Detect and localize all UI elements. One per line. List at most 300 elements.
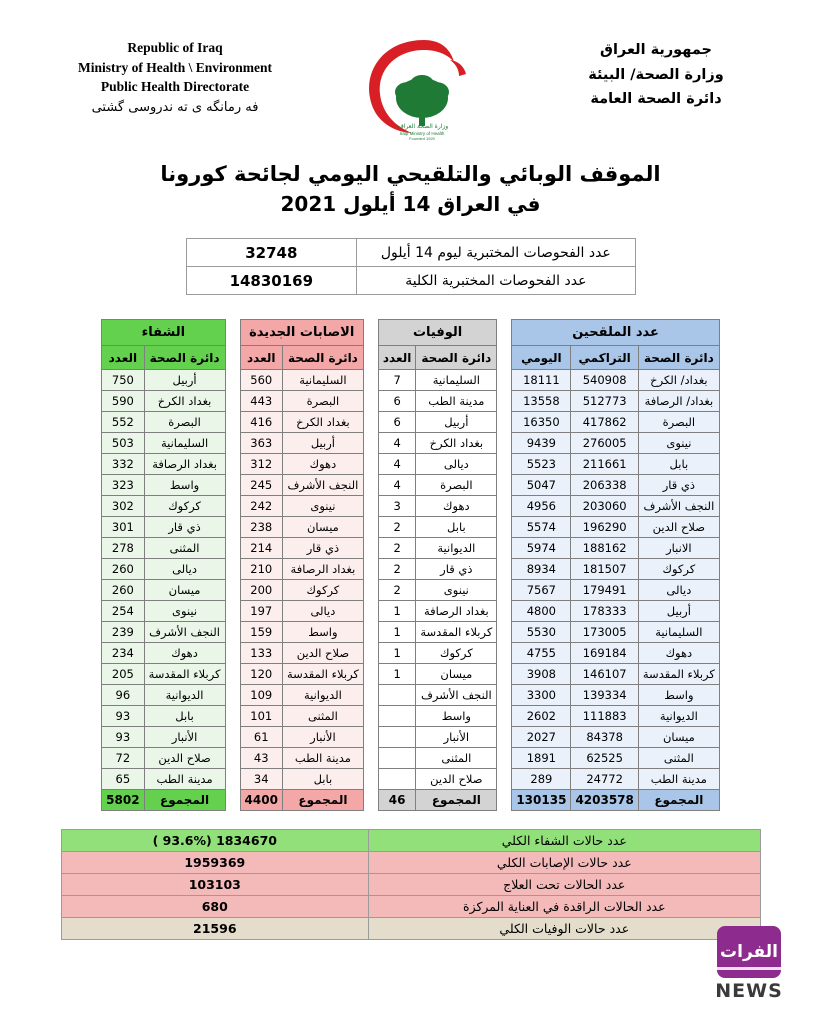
header-ar-line-2: وزارة الصحة/ البيئة	[588, 66, 724, 83]
cell-name: بغداد الرصافة	[416, 601, 497, 622]
table-row	[378, 517, 496, 538]
cell-count: 260	[102, 580, 144, 601]
table-row	[240, 412, 363, 433]
table-row	[378, 601, 496, 622]
table-header-row	[512, 320, 720, 346]
cell-count: 278	[102, 538, 144, 559]
header-arabic-block	[531, 30, 781, 112]
cell-count	[378, 748, 415, 769]
table-row	[102, 748, 225, 769]
cell-name: نينوى	[282, 496, 363, 517]
cell-count: 2	[378, 580, 415, 601]
table-row	[378, 433, 496, 454]
cell-name: البصرة	[282, 391, 363, 412]
cell-count: 61	[240, 727, 282, 748]
tests-daily-value: 32748	[186, 239, 357, 267]
cell-name: النجف الأشرف	[282, 475, 363, 496]
table-row	[378, 622, 496, 643]
table-row	[102, 370, 225, 391]
cell-name: ديالى	[638, 580, 719, 601]
table-row	[512, 664, 720, 685]
table-row	[378, 769, 496, 790]
cell-name: أربيل	[144, 370, 225, 391]
deaths-group-header: الوفيات	[378, 320, 496, 346]
cell-name: الديوانية	[144, 685, 225, 706]
cell-cumulative: 540908	[571, 370, 638, 391]
table-header-row	[102, 320, 225, 346]
cell-name: أربيل	[638, 601, 719, 622]
vaccinated-group-header: عدد الملقحين	[512, 320, 720, 346]
table-row	[61, 830, 760, 852]
vaccinated-column	[511, 319, 720, 811]
cell-daily: 4800	[512, 601, 571, 622]
cell-cumulative: 206338	[571, 475, 638, 496]
table-row	[378, 538, 496, 559]
cell-name: بغداد الرصافة	[282, 559, 363, 580]
cell-daily: 9439	[512, 433, 571, 454]
cell-name: الأنبار	[144, 727, 225, 748]
cell-count: 750	[102, 370, 144, 391]
cell-name: واسط	[416, 706, 497, 727]
channel-news-label: NEWS	[715, 980, 783, 1002]
cell-name: دهوك	[144, 643, 225, 664]
document-header	[0, 0, 821, 140]
cell-count: 590	[102, 391, 144, 412]
cell-daily: 13558	[512, 391, 571, 412]
cell-name: نينوى	[416, 580, 497, 601]
cell-daily: 7567	[512, 580, 571, 601]
cell-name: بغداد الكرخ	[282, 412, 363, 433]
cell-count: 234	[102, 643, 144, 664]
table-row	[240, 685, 363, 706]
cell-name: السليمانية	[416, 370, 497, 391]
header-english-block	[40, 30, 310, 118]
cell-name: صلاح الدين	[144, 748, 225, 769]
cell-name: بابل	[282, 769, 363, 790]
table-row	[102, 664, 225, 685]
table-row	[240, 601, 363, 622]
ministry-logo	[346, 30, 496, 140]
table-row	[240, 748, 363, 769]
deaths-total-label: المجموع	[416, 790, 497, 811]
cell-name: كركوك	[282, 580, 363, 601]
table-row	[240, 706, 363, 727]
channel-logo-icon	[717, 926, 781, 978]
cell-name: كربلاء المقدسة	[638, 664, 719, 685]
cell-count: 2	[378, 538, 415, 559]
table-row	[186, 239, 635, 267]
table-row	[240, 643, 363, 664]
cell-name: بغداد الكرخ	[144, 391, 225, 412]
channel-logo-text: الفرات	[720, 941, 778, 962]
table-row	[102, 769, 225, 790]
table-subheader-row	[240, 346, 363, 370]
cell-name: الديوانية	[638, 706, 719, 727]
table-row	[240, 496, 363, 517]
summary-label-recovered-total: عدد حالات الشفاء الكلي	[369, 830, 760, 852]
new-cases-total-value: 4400	[240, 790, 282, 811]
cell-name: بغداد الكرخ	[416, 433, 497, 454]
table-total-row	[240, 790, 363, 811]
cell-daily: 5047	[512, 475, 571, 496]
table-row	[512, 727, 720, 748]
summary-label-cases-total: عدد حالات الإصابات الكلي	[369, 852, 760, 874]
header-ar-line-1: جمهورية العراق	[599, 42, 713, 58]
cell-count: 72	[102, 748, 144, 769]
page-title	[0, 162, 821, 216]
summary-label-deaths-total: عدد حالات الوفيات الكلي	[369, 918, 760, 940]
cell-name: ذي قار	[282, 538, 363, 559]
cell-count: 323	[102, 475, 144, 496]
table-header-row	[240, 320, 363, 346]
cell-name: الديوانية	[416, 538, 497, 559]
cell-name: البصرة	[638, 412, 719, 433]
table-row	[240, 559, 363, 580]
table-row	[102, 517, 225, 538]
cell-name: الأنبار	[282, 727, 363, 748]
vaccinated-col-daily: اليومي	[512, 346, 571, 370]
cell-count: 1	[378, 601, 415, 622]
cell-count: 93	[102, 727, 144, 748]
table-row	[378, 580, 496, 601]
recovered-total-label: المجموع	[144, 790, 225, 811]
table-total-row	[102, 790, 225, 811]
deaths-table	[378, 319, 497, 811]
table-row	[102, 580, 225, 601]
table-row	[102, 559, 225, 580]
cell-name: ذي قار	[144, 517, 225, 538]
table-row	[512, 580, 720, 601]
table-row	[61, 918, 760, 940]
table-row	[240, 391, 363, 412]
table-row	[512, 370, 720, 391]
cell-count	[378, 685, 415, 706]
svg-text:وزارة الصحة العراقية: وزارة الصحة العراقية	[395, 123, 448, 130]
cell-name: ديالى	[282, 601, 363, 622]
table-row	[61, 874, 760, 896]
table-row	[378, 748, 496, 769]
cell-count: 133	[240, 643, 282, 664]
cell-name: صلاح الدين	[282, 643, 363, 664]
cell-cumulative: 188162	[571, 538, 638, 559]
cell-name: مدينة الطب	[416, 391, 497, 412]
table-row	[102, 622, 225, 643]
header-en-line-3: Public Health Directorate	[100, 79, 250, 95]
cell-name: النجف الأشرف	[144, 622, 225, 643]
vaccinated-total-daily: 130135	[512, 790, 571, 811]
cell-name: ميسان	[282, 517, 363, 538]
table-row	[240, 769, 363, 790]
cell-name: صلاح الدين	[638, 517, 719, 538]
cell-cumulative: 146107	[571, 664, 638, 685]
cell-name: بغداد/ الرصافة	[638, 391, 719, 412]
cell-count: 560	[240, 370, 282, 391]
cell-count: 363	[240, 433, 282, 454]
table-row	[512, 706, 720, 727]
summary-value-icu: 680	[61, 896, 369, 918]
table-row	[102, 454, 225, 475]
recovered-col-count: العدد	[102, 346, 144, 370]
cell-count: 93	[102, 706, 144, 727]
table-row	[378, 496, 496, 517]
cell-count: 4	[378, 454, 415, 475]
summary-value-cases-total: 1959369	[61, 852, 369, 874]
cell-name: ديالى	[416, 454, 497, 475]
table-row	[240, 727, 363, 748]
cell-name: نينوى	[638, 433, 719, 454]
cell-name: السليمانية	[144, 433, 225, 454]
cell-count: 205	[102, 664, 144, 685]
governorate-tables	[0, 319, 821, 811]
cell-count: 302	[102, 496, 144, 517]
cell-cumulative: 173005	[571, 622, 638, 643]
cell-name: واسط	[638, 685, 719, 706]
tests-daily-label: عدد الفحوصات المختبرية ليوم 14 أيلول	[357, 239, 635, 267]
cell-count: 2	[378, 517, 415, 538]
cell-name: دهوك	[416, 496, 497, 517]
tests-total-label: عدد الفحوصات المختبرية الكلية	[357, 267, 635, 295]
cell-count: 65	[102, 769, 144, 790]
cell-count: 96	[102, 685, 144, 706]
cell-name: ذي قار	[416, 559, 497, 580]
cell-name: ميسان	[144, 580, 225, 601]
cell-count: 443	[240, 391, 282, 412]
table-row	[240, 664, 363, 685]
table-total-row	[378, 790, 496, 811]
recovered-column	[101, 319, 225, 811]
cell-daily: 2027	[512, 727, 571, 748]
cell-cumulative: 178333	[571, 601, 638, 622]
table-row	[102, 433, 225, 454]
cell-name: كركوك	[144, 496, 225, 517]
recovered-table	[101, 319, 225, 811]
cell-daily: 4956	[512, 496, 571, 517]
cell-name: السليمانية	[282, 370, 363, 391]
deaths-column	[378, 319, 497, 811]
vaccinated-col-name: دائرة الصحة	[638, 346, 719, 370]
cell-count: 254	[102, 601, 144, 622]
cell-name: واسط	[282, 622, 363, 643]
cell-name: ميسان	[638, 727, 719, 748]
cell-daily: 3300	[512, 685, 571, 706]
table-row	[512, 538, 720, 559]
table-row	[378, 706, 496, 727]
summary-table	[61, 829, 761, 940]
table-row	[378, 643, 496, 664]
title-line-1: الموقف الوبائي والتلقيحي اليومي لجائحة كورونا	[160, 162, 661, 186]
cell-name: مدينة الطب	[144, 769, 225, 790]
recovered-col-name: دائرة الصحة	[144, 346, 225, 370]
cell-count: 7	[378, 370, 415, 391]
cell-cumulative: 203060	[571, 496, 638, 517]
cell-daily: 3908	[512, 664, 571, 685]
cell-daily: 8934	[512, 559, 571, 580]
cell-cumulative: 196290	[571, 517, 638, 538]
summary-value-deaths-total: 21596	[61, 918, 369, 940]
new-cases-col-count: العدد	[240, 346, 282, 370]
cell-daily: 5530	[512, 622, 571, 643]
cell-name: السليمانية	[638, 622, 719, 643]
cell-count: 214	[240, 538, 282, 559]
new-cases-table	[240, 319, 364, 811]
summary-value-active-cases: 103103	[61, 874, 369, 896]
table-subheader-row	[102, 346, 225, 370]
vaccinated-total-label: المجموع	[638, 790, 719, 811]
cell-name: أربيل	[282, 433, 363, 454]
table-row	[102, 601, 225, 622]
channel-watermark	[705, 926, 793, 1002]
table-row	[512, 496, 720, 517]
new-cases-col-name: دائرة الصحة	[282, 346, 363, 370]
table-row	[512, 748, 720, 769]
cell-name: المثنى	[638, 748, 719, 769]
cell-daily: 4755	[512, 643, 571, 664]
cell-count: 239	[102, 622, 144, 643]
cell-daily: 5974	[512, 538, 571, 559]
cell-name: البصرة	[416, 475, 497, 496]
cell-cumulative: 62525	[571, 748, 638, 769]
cell-name: دهوك	[282, 454, 363, 475]
vaccinated-total-cumulative: 4203578	[571, 790, 638, 811]
header-en-line-1: Republic of Iraq	[127, 40, 223, 55]
cell-name: مدينة الطب	[638, 769, 719, 790]
cell-name: كربلاء المقدسة	[144, 664, 225, 685]
new-cases-total-label: المجموع	[282, 790, 363, 811]
table-row	[512, 601, 720, 622]
cell-name: كركوك	[638, 559, 719, 580]
new-cases-group-header: الاصابات الجديدة	[240, 320, 363, 346]
cell-cumulative: 111883	[571, 706, 638, 727]
table-row	[102, 643, 225, 664]
cell-count: 109	[240, 685, 282, 706]
vaccinated-col-cumulative: التراكمي	[571, 346, 638, 370]
table-row	[240, 433, 363, 454]
cell-count: 245	[240, 475, 282, 496]
cell-count: 159	[240, 622, 282, 643]
cell-name: واسط	[144, 475, 225, 496]
cell-count: 1	[378, 643, 415, 664]
table-row	[61, 896, 760, 918]
cell-count: 1	[378, 664, 415, 685]
table-row	[378, 454, 496, 475]
cell-name: دهوك	[638, 643, 719, 664]
table-row	[186, 267, 635, 295]
cell-daily: 5574	[512, 517, 571, 538]
cell-count: 197	[240, 601, 282, 622]
deaths-col-count: العدد	[378, 346, 415, 370]
cell-daily: 1891	[512, 748, 571, 769]
cell-name: كركوك	[416, 643, 497, 664]
table-row	[512, 391, 720, 412]
cell-count: 43	[240, 748, 282, 769]
table-row	[102, 412, 225, 433]
summary-label-active-cases: عدد الحالات تحت العلاج	[369, 874, 760, 896]
cell-count: 242	[240, 496, 282, 517]
table-row	[512, 685, 720, 706]
cell-count: 210	[240, 559, 282, 580]
cell-name: كربلاء المقدسة	[282, 664, 363, 685]
cell-name: بابل	[144, 706, 225, 727]
table-row	[102, 538, 225, 559]
cell-name: صلاح الدين	[416, 769, 497, 790]
table-row	[512, 412, 720, 433]
header-kurdish-line: فه رمانگه ى ته ندروسى گشتى	[91, 99, 259, 115]
vaccinated-table	[511, 319, 720, 811]
cell-cumulative: 276005	[571, 433, 638, 454]
cell-cumulative: 512773	[571, 391, 638, 412]
cell-count: 301	[102, 517, 144, 538]
cell-count: 6	[378, 391, 415, 412]
cell-count: 3	[378, 496, 415, 517]
cell-daily: 18111	[512, 370, 571, 391]
cell-name: الديوانية	[282, 685, 363, 706]
table-row	[378, 412, 496, 433]
table-row	[240, 370, 363, 391]
summary-label-icu: عدد الحالات الراقدة في العناية المركزة	[369, 896, 760, 918]
cell-name: المثنى	[416, 748, 497, 769]
table-row	[240, 517, 363, 538]
cell-count: 6	[378, 412, 415, 433]
header-ar-line-3: دائرة الصحة العامة	[590, 91, 722, 108]
table-row	[378, 664, 496, 685]
cell-name: النجف الأشرف	[416, 685, 497, 706]
cell-count	[378, 769, 415, 790]
deaths-col-name: دائرة الصحة	[416, 346, 497, 370]
title-line-2: في العراق 14 أيلول 2021	[280, 192, 541, 216]
cell-name: بغداد/ الكرخ	[638, 370, 719, 391]
cell-count: 238	[240, 517, 282, 538]
cell-name: كربلاء المقدسة	[416, 622, 497, 643]
table-total-row	[512, 790, 720, 811]
table-row	[240, 538, 363, 559]
table-row	[61, 852, 760, 874]
cell-cumulative: 169184	[571, 643, 638, 664]
cell-name: المثنى	[144, 538, 225, 559]
table-row	[240, 622, 363, 643]
recovered-total-value: 5802	[102, 790, 144, 811]
cell-count: 200	[240, 580, 282, 601]
table-row	[512, 475, 720, 496]
table-row	[378, 391, 496, 412]
deaths-total-value: 46	[378, 790, 415, 811]
cell-cumulative: 84378	[571, 727, 638, 748]
new-cases-column	[240, 319, 364, 811]
cell-name: الانبار	[638, 538, 719, 559]
cell-name: نينوى	[144, 601, 225, 622]
table-row	[512, 559, 720, 580]
table-row	[102, 706, 225, 727]
svg-text:Founded 1920: Founded 1920	[408, 136, 435, 141]
table-row	[102, 475, 225, 496]
table-row	[102, 391, 225, 412]
cell-name: النجف الأشرف	[638, 496, 719, 517]
cell-name: المثنى	[282, 706, 363, 727]
recovered-group-header: الشفاء	[102, 320, 225, 346]
cell-name: أربيل	[416, 412, 497, 433]
table-row	[102, 685, 225, 706]
cell-count	[378, 727, 415, 748]
cell-cumulative: 181507	[571, 559, 638, 580]
cell-name: بابل	[638, 454, 719, 475]
table-row	[378, 559, 496, 580]
cell-count: 101	[240, 706, 282, 727]
cell-count: 34	[240, 769, 282, 790]
cell-cumulative: 417862	[571, 412, 638, 433]
cell-cumulative: 211661	[571, 454, 638, 475]
summary-value-recovered-total: 1834670 (93.6% )	[61, 830, 369, 852]
cell-count: 552	[102, 412, 144, 433]
cell-count: 1	[378, 622, 415, 643]
